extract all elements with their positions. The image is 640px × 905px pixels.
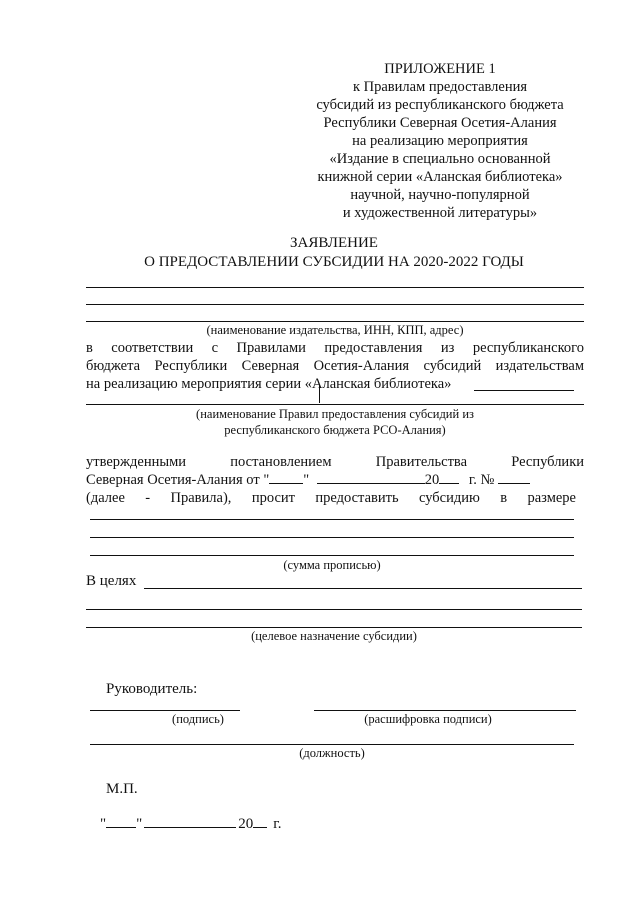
amount-fill-line[interactable] bbox=[90, 537, 574, 538]
signature-fill-line[interactable] bbox=[90, 710, 240, 711]
rules-caption: (наименование Правил предоставления субсидий из bbox=[196, 407, 474, 421]
year-fill[interactable] bbox=[439, 471, 459, 484]
date-year-fill[interactable] bbox=[253, 815, 267, 828]
signing-date-line: " " 20 г. bbox=[100, 816, 282, 832]
appendix-line: Республики Северная Осетия-Алания bbox=[323, 115, 557, 131]
purpose-label: В целях bbox=[86, 573, 137, 589]
month-fill[interactable] bbox=[317, 471, 425, 484]
amount-caption: (сумма прописью) bbox=[283, 558, 381, 572]
publisher-caption: (наименование издательства, ИНН, КПП, адрес) bbox=[206, 323, 464, 337]
document-title: ЗАЯВЛЕНИЕ bbox=[290, 235, 378, 251]
publisher-fill-line[interactable] bbox=[86, 321, 584, 322]
purpose-fill-line[interactable] bbox=[144, 588, 582, 589]
position-caption: (должность) bbox=[299, 746, 365, 760]
appendix-line: к Правилам предоставления bbox=[352, 79, 528, 95]
rules-caption: республиканского бюджета РСО-Алания) bbox=[224, 423, 446, 437]
document-heading bbox=[84, 234, 584, 272]
appendix-line: «Издание в специально основанной bbox=[329, 151, 551, 167]
decree-date-line: Северная Осетия-Алания от " " 20 г. № bbox=[86, 471, 584, 489]
paragraph-line: в соответствии с Правилами предоставления из республиканского bbox=[86, 340, 584, 356]
position-fill-line[interactable] bbox=[90, 744, 574, 745]
signature-decode-caption: (расшифровка подписи) bbox=[364, 712, 492, 726]
stamp-label: М.П. bbox=[106, 781, 138, 797]
appendix-line: книжной серии «Аланская библиотека» bbox=[317, 169, 563, 185]
signature-decode-fill-line[interactable] bbox=[314, 710, 576, 711]
publisher-fill-line[interactable] bbox=[86, 304, 584, 305]
date-day-fill[interactable] bbox=[106, 815, 136, 828]
purpose-caption: (целевое назначение субсидии) bbox=[251, 629, 417, 643]
series-fill-line[interactable] bbox=[474, 390, 574, 391]
purpose-fill-line[interactable] bbox=[86, 609, 582, 610]
day-fill[interactable] bbox=[269, 471, 303, 484]
appendix-title: ПРИЛОЖЕНИЕ 1 bbox=[384, 61, 496, 77]
paragraph-line: утвержденными постановлением Правительства Республики bbox=[86, 454, 584, 470]
appendix-block bbox=[300, 60, 580, 222]
publisher-fill-line[interactable] bbox=[86, 287, 584, 288]
purpose-fill-line[interactable] bbox=[86, 627, 582, 628]
paragraph-line: (далее - Правила), просит предоставить субсидию в размере bbox=[86, 490, 576, 506]
paragraph-line: на реализацию мероприятия серии «Аланская библиотека» bbox=[86, 376, 452, 392]
appendix-line: субсидий из республиканского бюджета bbox=[316, 97, 564, 113]
amount-fill-line[interactable] bbox=[90, 519, 574, 520]
paragraph-line: бюджета Республики Северная Осетия-Алания субсидий издательствам bbox=[86, 358, 584, 374]
appendix-line: и художественной литературы» bbox=[342, 205, 538, 221]
head-label: Руководитель: bbox=[106, 681, 198, 697]
decree-number-fill[interactable] bbox=[498, 471, 530, 484]
appendix-line: на реализацию мероприятия bbox=[352, 133, 528, 149]
rules-fill-line[interactable] bbox=[86, 404, 584, 405]
cursor-mark bbox=[319, 385, 320, 403]
appendix-line: научной, научно-популярной bbox=[350, 187, 530, 203]
date-month-fill[interactable] bbox=[144, 815, 236, 828]
signature-caption: (подпись) bbox=[172, 712, 224, 726]
document-subtitle: О ПРЕДОСТАВЛЕНИИ СУБСИДИИ НА 2020-2022 ГОДЫ bbox=[144, 254, 524, 270]
amount-fill-line[interactable] bbox=[90, 555, 574, 556]
